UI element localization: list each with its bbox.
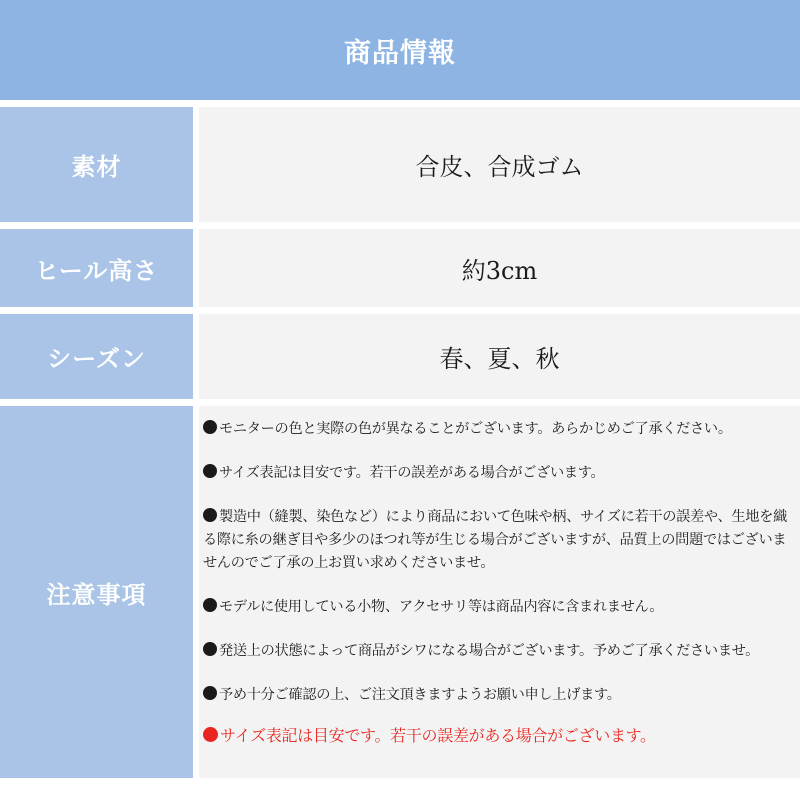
bullet-icon [203, 464, 217, 478]
bullet-icon [203, 686, 217, 700]
spec-row-notes [0, 406, 800, 778]
spec-row-material [0, 107, 800, 222]
bullet-icon [203, 420, 217, 434]
spec-label-cell [0, 406, 193, 778]
spec-value-cell [199, 107, 800, 222]
note-text: 発送上の状態によって商品がシワになる場合がございます。予めご了承くださいませ。 [219, 643, 760, 659]
bullet-icon [203, 642, 217, 656]
note-item [203, 684, 794, 707]
spec-value-material: 合皮、合成ゴム [415, 153, 584, 181]
note-text: 製造中（縫製、染色など）により商品において色味や柄、サイズに若干の誤差や、生地を織る際に糸の継ぎ目や多少のほつれ等が生じる場合がございますが、品質上の問題ではございませんのでご了承の上お買い求めくださいませ。 [203, 509, 787, 571]
spec-label-material: 素材 [71, 153, 122, 181]
spec-label-heel-height: ヒール高さ [34, 256, 159, 285]
spec-label-season: シーズン [47, 345, 146, 373]
note-text: 予め十分ご確認の上、ご注文頂きますようお願い申し上げます。 [219, 687, 621, 703]
note-item [203, 506, 794, 575]
spec-label-cell [0, 107, 193, 222]
warning-text: サイズ表記は目安です。若干の誤差がある場合がございます。 [220, 726, 656, 745]
note-item [203, 418, 794, 441]
spec-row-season [0, 314, 800, 399]
page-title: 商品情報 [344, 37, 456, 69]
note-item [203, 596, 794, 619]
bullet-icon [203, 508, 217, 522]
note-item [203, 462, 794, 485]
spec-value-cell [199, 314, 800, 399]
spec-value-heel-height: 約3cm [461, 256, 538, 285]
spec-label-cell [0, 314, 193, 399]
notes-list [199, 406, 800, 778]
note-item [203, 640, 794, 663]
note-text: モデルに使用している小物、アクセサリ等は商品内容に含まれません。 [219, 599, 664, 615]
note-text: サイズ表記は目安です。若干の誤差がある場合がございます。 [219, 465, 605, 481]
red-bullet-icon [203, 727, 218, 742]
warning-note [203, 724, 794, 747]
spec-value-season: 春、夏、秋 [439, 345, 560, 373]
spec-row-heel-height [0, 229, 800, 307]
spec-value-cell [199, 229, 800, 307]
note-text: モニターの色と実際の色が異なることがございます。あらかじめご了承ください。 [219, 421, 732, 437]
spec-label-notes: 注意事項 [46, 580, 147, 609]
bullet-icon [203, 598, 217, 612]
spec-label-cell [0, 229, 193, 307]
product-info-header [0, 0, 800, 100]
